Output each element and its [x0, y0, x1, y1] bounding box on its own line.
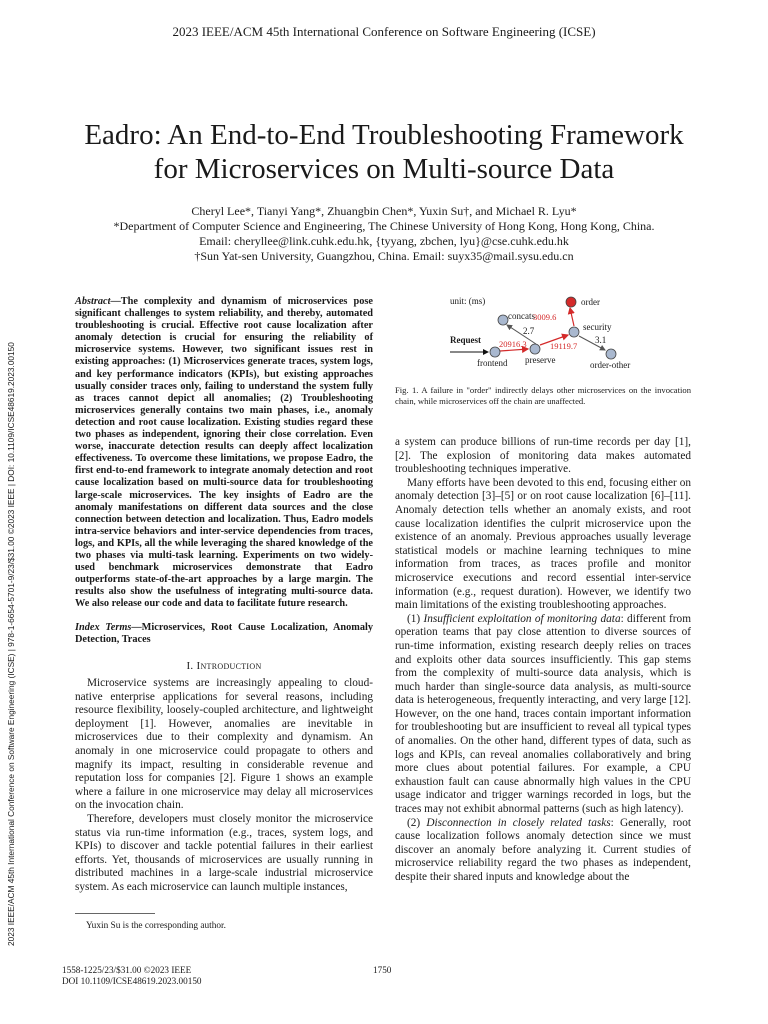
node-preserve	[530, 344, 540, 354]
author-names: Cheryl Lee*, Tianyi Yang*, Zhuangbin Chen*, Yuxin Su†, and Michael R. Lyu*	[191, 204, 577, 218]
author-block	[40, 204, 728, 264]
unit-label: unit: (ms)	[450, 296, 486, 306]
node-label-security: security	[583, 322, 612, 332]
edge-frontend-preserve	[500, 349, 528, 351]
paragraph: a system can produce billions of run-time records per day [1], [2]. The explosion of monitoring data makes automated troubleshooting techniques imperative.	[395, 436, 691, 476]
limitation-2-title: Disconnection in closely related tasks	[426, 816, 611, 829]
edge-label-frontend-preserve: 20916.3	[499, 339, 527, 349]
footnote: Yuxin Su is the corresponding author.	[86, 921, 226, 931]
paragraph	[395, 817, 691, 885]
index-terms-label: Index Terms	[75, 622, 132, 633]
edge-label-security-order-other: 3.1	[595, 335, 607, 345]
section-heading	[75, 660, 373, 672]
node-label-frontend: frontend	[477, 358, 508, 368]
figure-1-caption: Fig. 1. A failure in "order" indirectly delays other microservices on the invocation chain, while microservices off the chain are unaffected.	[395, 385, 691, 406]
paragraph: Microservice systems are increasingly appealing to cloud-native enterprise applications for several reasons, including resource flexibility, loosely-coupled architecture, and lightweight deployment [1]. However, anomalies are inevitable in microservices due to their complexity and dynamism. An anomaly in one microservice could propagate to others and magnify its impact, resulting in considerable revenue and reputation loss for companies [2]. Figure 1 shows an example where a failure in one microservice may delay all microservices on the invocation chain.	[75, 677, 373, 812]
limitation-2-lead: (2)	[407, 816, 427, 829]
affiliation-2: †Sun Yat-sen University, Guangzhou, China. Email: suyx35@mail.sysu.edu.cn	[194, 249, 574, 263]
footer-copyright	[62, 965, 202, 987]
request-label: Request	[450, 335, 481, 345]
email-1: Email: cheryllee@link.cuhk.edu.hk, {tyyang, zbchen, lyu}@cse.cuhk.edu.hk	[199, 234, 569, 248]
abstract	[75, 296, 373, 610]
title-line-2: for Microservices on Multi-source Data	[153, 153, 615, 185]
node-label-concats: concats	[508, 311, 535, 321]
node-security	[569, 327, 579, 337]
node-order-other	[606, 349, 616, 359]
node-concats	[498, 315, 508, 325]
title-line-1: Eadro: An End-to-End Troubleshooting Framework	[84, 119, 684, 151]
limitation-1-title: Insufficient exploitation of monitoring data	[423, 612, 621, 625]
footer-line-1: 1558-1225/23/$31.00 ©2023 IEEE	[62, 965, 192, 975]
node-label-preserve: preserve	[525, 355, 556, 365]
index-terms-text: —Microservices, Root Cause Localization, Anomaly Detection, Traces	[75, 622, 373, 646]
footnote-divider	[75, 913, 155, 914]
paragraph: Many efforts have been devoted to this end, focusing either on anomaly detection [3]–[5] or on root cause localization [6]–[11]. Anomaly detection tells whether an anomaly exists, and root cause localization identifies the culprit microservice upon the existence of an anomaly. Previous approaches usually leverage statistical models or machine learning techniques to mine information from traces, as traces profile and monitor microservice executions and record essential inter-service information (e.g., request duration). However, we identify two main limitations of the existing troubleshooting approaches.	[395, 476, 691, 612]
edge-label-security-order: 3009.6	[533, 312, 557, 322]
index-terms	[75, 622, 373, 646]
node-label-order: order	[581, 297, 600, 307]
section-title: Introduction	[196, 660, 262, 672]
paragraph	[395, 613, 691, 817]
footer-line-2: DOI 10.1109/ICSE48619.2023.00150	[62, 976, 202, 987]
doi-sidebar: 2023 IEEE/ACM 45th International Conference on Software Engineering (ICSE) | 978-1-6654-5701-9/23/$31.00 ©2023 IEEE | DOI: 10.1109/ICSE48619.2023.00150	[6, 342, 16, 946]
section-number: I.	[186, 660, 194, 672]
page-number: 1750	[373, 965, 392, 975]
abstract-label: Abstract	[75, 296, 111, 307]
right-column-body	[395, 436, 691, 885]
edge-label-preserve-concats: 2.7	[523, 326, 535, 336]
conference-header: 2023 IEEE/ACM 45th International Conference on Software Engineering (ICSE)	[172, 24, 596, 39]
node-order	[566, 297, 576, 307]
paragraph: Therefore, developers must closely monitor the microservice status via run-time information (e.g., traces, system logs, and KPIs) to discover and tackle potential failures in their earliest efforts. Yet, thousands of microservices are usually running in distributed machines in a large-scale industrial microservice system. As each microservice can launch multiple instances,	[75, 812, 373, 893]
limitation-1-text: : different from operation teams that pay close attention to diverse sources of run-time information, existing research deeply relies on traces and exploits other data sources insufficiently. This gap stems from the complexity of multi-source data analysis, which is much harder than single-source data analysis, as multi-source data is heterogeneous, frequently interacting, and very large [12]. However, on the one hand, traces contain important information for troubleshooting but are insufficient to reveal all typical types of anomalies. On the other hand, different types of data, such as logs and KPIs, can reveal anomalies collaboratively and bring more clues about potential failures. For example, a CPU exhaustion fault can cause abnormally high values in the CPU usage indicator and trigger warnings recorded in logs, but the traces may not exhibit abnormal patterns (such as high latency).	[395, 612, 691, 816]
introduction-body	[75, 677, 373, 895]
edge-security-order	[570, 308, 574, 326]
limitation-2-text: : Generally, root cause localization follows anomaly detection since we must discover an anomaly before analyzing it. Current studies of microservice reliability regard the two phases as independent, despite their shared inputs and knowledge about the	[395, 816, 691, 883]
figure-1-diagram	[440, 292, 640, 378]
affiliation-1: *Department of Computer Science and Engineering, The Chinese University of Hong Kong, Hong Kong, China.	[113, 219, 655, 233]
paper-title	[40, 118, 728, 186]
node-label-order-other: order-other	[590, 360, 631, 370]
abstract-text: —The complexity and dynamism of microservices pose significant challenges to system reliability, and thereby, automated troubleshooting is crucial. Effective root cause localization after anomaly detection is crucial for ensuring the reliability of microservice systems. However, two significant issues rest in existing approaches: (1) Microservices generate traces, system logs, and key performance indicators (KPIs), but existing approaches usually consider traces only, failing to understand the system fully as traces cannot depict all anomalies; (2) Troubleshooting microservices generally contains two main phases, i.e., anomaly detection and root cause localization. Existing studies regard these two phases as independent, ignoring their close correlation. Even worse, inaccurate detection results can deeply affect localization effectiveness. To overcome these limitations, we propose Eadro, the first end-to-end framework to integrate anomaly detection and root cause localization based on multi-source data for troubleshooting large-scale microservices. The key insights of Eadro are the anomaly manifestations on different data sources and the close connection between detection and localization. Thus, Eadro models intra-service behaviors and inter-service dependencies from traces, logs, and KPIs, all the while leveraging the shared knowledge of the two phases via multi-task learning. Experiments on two widely-used benchmark microservices demonstrate that Eadro outperforms state-of-the-art approaches by a large margin. The results also show the usefulness of integrating multi-source data. We also release our code and data to facilitate future research.	[75, 296, 373, 610]
edge-label-preserve-security: 19119.7	[550, 341, 578, 351]
limitation-1-lead: (1)	[407, 612, 424, 625]
